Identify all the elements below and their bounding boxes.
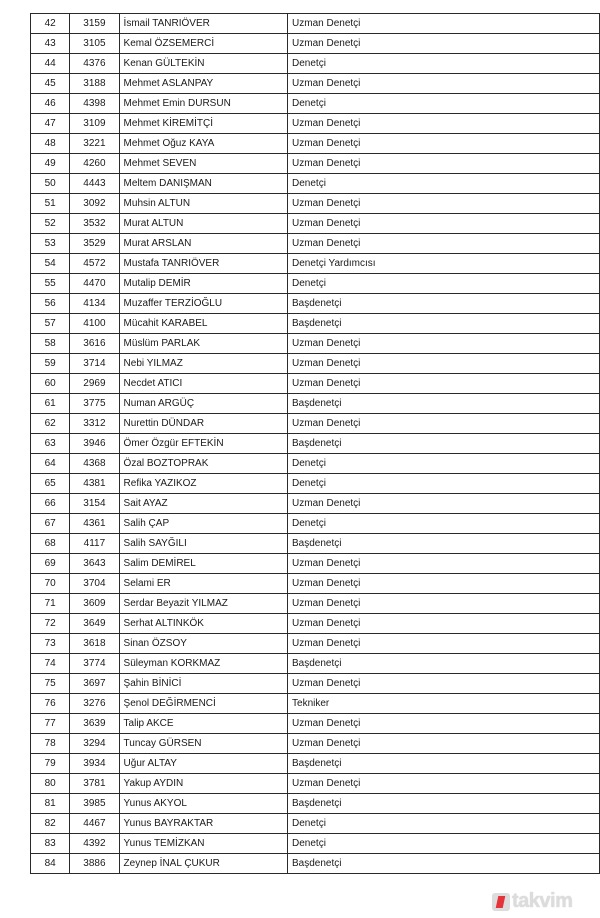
table-row: [31, 494, 600, 514]
row-number: 62: [31, 414, 70, 434]
job-title: Uzman Denetçi: [288, 714, 600, 734]
table-row: [31, 734, 600, 754]
person-name: İsmail TANRIÖVER: [119, 14, 287, 34]
table-row: [31, 234, 600, 254]
registry-number: 3639: [70, 714, 119, 734]
table-row: [31, 574, 600, 594]
table-row: [31, 194, 600, 214]
table-row: [31, 694, 600, 714]
table-row: [31, 434, 600, 454]
row-number: 54: [31, 254, 70, 274]
row-number: 66: [31, 494, 70, 514]
row-number: 64: [31, 454, 70, 474]
registry-number: 3886: [70, 854, 119, 874]
person-name: Talip AKCE: [119, 714, 287, 734]
job-title: Başdenetçi: [288, 534, 600, 554]
job-title: Uzman Denetçi: [288, 494, 600, 514]
registry-number: 4572: [70, 254, 119, 274]
person-name: Mücahit KARABEL: [119, 314, 287, 334]
person-name: Mehmet Oğuz KAYA: [119, 134, 287, 154]
row-number: 74: [31, 654, 70, 674]
registry-number: 4260: [70, 154, 119, 174]
job-title: Uzman Denetçi: [288, 134, 600, 154]
registry-number: 4361: [70, 514, 119, 534]
table-row: [31, 294, 600, 314]
personnel-table: [30, 13, 600, 874]
row-number: 46: [31, 94, 70, 114]
table-row: [31, 214, 600, 234]
person-name: Nurettin DÜNDAR: [119, 414, 287, 434]
registry-number: 3294: [70, 734, 119, 754]
registry-number: 4381: [70, 474, 119, 494]
table-row: [31, 654, 600, 674]
registry-number: 4470: [70, 274, 119, 294]
row-number: 73: [31, 634, 70, 654]
registry-number: 3985: [70, 794, 119, 814]
registry-number: 4398: [70, 94, 119, 114]
row-number: 70: [31, 574, 70, 594]
job-title: Başdenetçi: [288, 434, 600, 454]
row-number: 75: [31, 674, 70, 694]
person-name: Murat ARSLAN: [119, 234, 287, 254]
person-name: Numan ARGÜÇ: [119, 394, 287, 414]
table-row: [31, 854, 600, 874]
registry-number: 3529: [70, 234, 119, 254]
table-row: [31, 274, 600, 294]
person-name: Serdar Beyazit YILMAZ: [119, 594, 287, 614]
table-row: [31, 794, 600, 814]
row-number: 72: [31, 614, 70, 634]
table-row: [31, 674, 600, 694]
person-name: Yunus TEMİZKAN: [119, 834, 287, 854]
person-name: Yunus BAYRAKTAR: [119, 814, 287, 834]
person-name: Mehmet KİREMİTÇİ: [119, 114, 287, 134]
job-title: Uzman Denetçi: [288, 414, 600, 434]
person-name: Nebi YILMAZ: [119, 354, 287, 374]
row-number: 83: [31, 834, 70, 854]
table-row: [31, 254, 600, 274]
job-title: Uzman Denetçi: [288, 634, 600, 654]
row-number: 52: [31, 214, 70, 234]
takvim-watermark: [492, 890, 572, 913]
job-title: Uzman Denetçi: [288, 34, 600, 54]
row-number: 50: [31, 174, 70, 194]
table-row: [31, 34, 600, 54]
person-name: Necdet ATICI: [119, 374, 287, 394]
table-row: [31, 394, 600, 414]
table-row: [31, 554, 600, 574]
table-row: [31, 374, 600, 394]
job-title: Başdenetçi: [288, 314, 600, 334]
table-row: [31, 154, 600, 174]
table-row: [31, 474, 600, 494]
row-number: 42: [31, 14, 70, 34]
person-name: Zeynep İNAL ÇUKUR: [119, 854, 287, 874]
person-name: Uğur ALTAY: [119, 754, 287, 774]
registry-number: 3618: [70, 634, 119, 654]
person-name: Serhat ALTINKÖK: [119, 614, 287, 634]
table-row: [31, 774, 600, 794]
registry-number: 4443: [70, 174, 119, 194]
person-name: Ömer Özgür EFTEKİN: [119, 434, 287, 454]
row-number: 49: [31, 154, 70, 174]
job-title: Denetçi: [288, 54, 600, 74]
row-number: 71: [31, 594, 70, 614]
person-name: Mustafa TANRIÖVER: [119, 254, 287, 274]
row-number: 65: [31, 474, 70, 494]
watermark-text: takvim: [512, 890, 573, 912]
job-title: Uzman Denetçi: [288, 214, 600, 234]
table-row: [31, 334, 600, 354]
takvim-logo-icon: [492, 893, 510, 911]
table-row: [31, 174, 600, 194]
row-number: 58: [31, 334, 70, 354]
person-name: Kemal ÖZSEMERCİ: [119, 34, 287, 54]
registry-number: 3714: [70, 354, 119, 374]
job-title: Denetçi: [288, 514, 600, 534]
row-number: 43: [31, 34, 70, 54]
job-title: Uzman Denetçi: [288, 14, 600, 34]
person-name: Murat ALTUN: [119, 214, 287, 234]
row-number: 44: [31, 54, 70, 74]
row-number: 81: [31, 794, 70, 814]
registry-number: 3092: [70, 194, 119, 214]
row-number: 59: [31, 354, 70, 374]
table-row: [31, 74, 600, 94]
job-title: Başdenetçi: [288, 794, 600, 814]
registry-number: 3312: [70, 414, 119, 434]
row-number: 76: [31, 694, 70, 714]
row-number: 47: [31, 114, 70, 134]
table-row: [31, 534, 600, 554]
job-title: Uzman Denetçi: [288, 374, 600, 394]
registry-number: 3697: [70, 674, 119, 694]
job-title: Denetçi: [288, 174, 600, 194]
person-name: Şahin BİNİCİ: [119, 674, 287, 694]
table-row: [31, 754, 600, 774]
person-name: Muhsin ALTUN: [119, 194, 287, 214]
job-title: Tekniker: [288, 694, 600, 714]
registry-number: 4368: [70, 454, 119, 474]
registry-number: 4392: [70, 834, 119, 854]
job-title: Uzman Denetçi: [288, 114, 600, 134]
person-name: Mutalip DEMİR: [119, 274, 287, 294]
personnel-table-body: [31, 14, 600, 874]
registry-number: 3946: [70, 434, 119, 454]
person-name: Tuncay GÜRSEN: [119, 734, 287, 754]
job-title: Denetçi: [288, 834, 600, 854]
job-title: Başdenetçi: [288, 654, 600, 674]
person-name: Selami ER: [119, 574, 287, 594]
registry-number: 4376: [70, 54, 119, 74]
registry-number: 3109: [70, 114, 119, 134]
row-number: 69: [31, 554, 70, 574]
row-number: 78: [31, 734, 70, 754]
job-title: Uzman Denetçi: [288, 734, 600, 754]
table-row: [31, 14, 600, 34]
registry-number: 3159: [70, 14, 119, 34]
job-title: Denetçi: [288, 94, 600, 114]
registry-number: 3775: [70, 394, 119, 414]
person-name: Sinan ÖZSOY: [119, 634, 287, 654]
row-number: 56: [31, 294, 70, 314]
job-title: Başdenetçi: [288, 754, 600, 774]
row-number: 57: [31, 314, 70, 334]
job-title: Uzman Denetçi: [288, 674, 600, 694]
registry-number: 3781: [70, 774, 119, 794]
row-number: 67: [31, 514, 70, 534]
registry-number: 4467: [70, 814, 119, 834]
person-name: Salim DEMİREL: [119, 554, 287, 574]
registry-number: 3643: [70, 554, 119, 574]
row-number: 60: [31, 374, 70, 394]
table-row: [31, 594, 600, 614]
job-title: Uzman Denetçi: [288, 574, 600, 594]
row-number: 77: [31, 714, 70, 734]
person-name: Şenol DEĞİRMENCİ: [119, 694, 287, 714]
row-number: 68: [31, 534, 70, 554]
person-name: Muzaffer TERZİOĞLU: [119, 294, 287, 314]
registry-number: 3649: [70, 614, 119, 634]
person-name: Kenan GÜLTEKİN: [119, 54, 287, 74]
job-title: Uzman Denetçi: [288, 554, 600, 574]
person-name: Sait AYAZ: [119, 494, 287, 514]
person-name: Müslüm PARLAK: [119, 334, 287, 354]
table-row: [31, 714, 600, 734]
registry-number: 2969: [70, 374, 119, 394]
row-number: 55: [31, 274, 70, 294]
person-name: Mehmet Emin DURSUN: [119, 94, 287, 114]
job-title: Denetçi Yardımcısı: [288, 254, 600, 274]
table-row: [31, 614, 600, 634]
row-number: 61: [31, 394, 70, 414]
table-row: [31, 814, 600, 834]
registry-number: 3154: [70, 494, 119, 514]
table-row: [31, 834, 600, 854]
job-title: Uzman Denetçi: [288, 154, 600, 174]
person-name: Süleyman KORKMAZ: [119, 654, 287, 674]
registry-number: 3704: [70, 574, 119, 594]
registry-number: 3276: [70, 694, 119, 714]
job-title: Uzman Denetçi: [288, 74, 600, 94]
job-title: Uzman Denetçi: [288, 354, 600, 374]
registry-number: 3609: [70, 594, 119, 614]
job-title: Uzman Denetçi: [288, 594, 600, 614]
registry-number: 4100: [70, 314, 119, 334]
table-row: [31, 354, 600, 374]
job-title: Uzman Denetçi: [288, 614, 600, 634]
registry-number: 3188: [70, 74, 119, 94]
registry-number: 4117: [70, 534, 119, 554]
table-row: [31, 514, 600, 534]
table-row: [31, 454, 600, 474]
job-title: Denetçi: [288, 274, 600, 294]
row-number: 79: [31, 754, 70, 774]
row-number: 63: [31, 434, 70, 454]
row-number: 48: [31, 134, 70, 154]
person-name: Yunus AKYOL: [119, 794, 287, 814]
job-title: Denetçi: [288, 814, 600, 834]
job-title: Başdenetçi: [288, 294, 600, 314]
person-name: Salih ÇAP: [119, 514, 287, 534]
registry-number: 3616: [70, 334, 119, 354]
person-name: Özal BOZTOPRAK: [119, 454, 287, 474]
row-number: 84: [31, 854, 70, 874]
table-row: [31, 414, 600, 434]
person-name: Meltem DANIŞMAN: [119, 174, 287, 194]
registry-number: 3774: [70, 654, 119, 674]
job-title: Uzman Denetçi: [288, 774, 600, 794]
person-name: Yakup AYDIN: [119, 774, 287, 794]
row-number: 45: [31, 74, 70, 94]
table-row: [31, 634, 600, 654]
table-row: [31, 54, 600, 74]
job-title: Uzman Denetçi: [288, 334, 600, 354]
registry-number: 4134: [70, 294, 119, 314]
job-title: Uzman Denetçi: [288, 234, 600, 254]
row-number: 80: [31, 774, 70, 794]
job-title: Denetçi: [288, 474, 600, 494]
table-row: [31, 114, 600, 134]
registry-number: 3532: [70, 214, 119, 234]
registry-number: 3221: [70, 134, 119, 154]
row-number: 82: [31, 814, 70, 834]
person-name: Salih SAYĞILI: [119, 534, 287, 554]
person-name: Mehmet ASLANPAY: [119, 74, 287, 94]
table-row: [31, 134, 600, 154]
registry-number: 3105: [70, 34, 119, 54]
person-name: Refika YAZIKOZ: [119, 474, 287, 494]
person-name: Mehmet SEVEN: [119, 154, 287, 174]
table-row: [31, 314, 600, 334]
job-title: Başdenetçi: [288, 394, 600, 414]
registry-number: 3934: [70, 754, 119, 774]
table-row: [31, 94, 600, 114]
job-title: Uzman Denetçi: [288, 194, 600, 214]
job-title: Denetçi: [288, 454, 600, 474]
row-number: 51: [31, 194, 70, 214]
job-title: Başdenetçi: [288, 854, 600, 874]
row-number: 53: [31, 234, 70, 254]
